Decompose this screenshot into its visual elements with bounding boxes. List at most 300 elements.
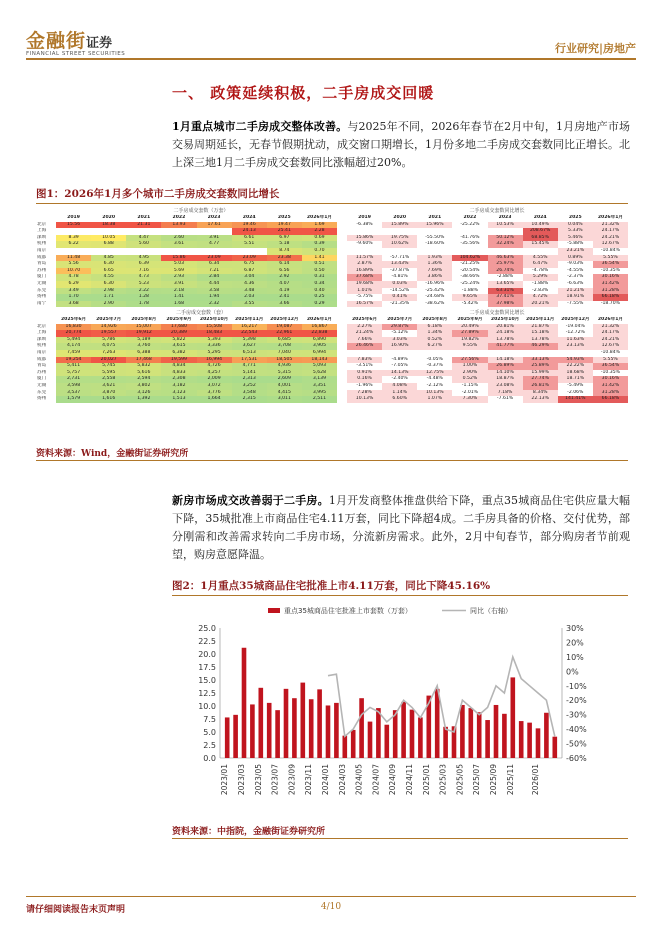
- figure1-source-line: [36, 460, 628, 461]
- yoy-cell: -3.51%: [347, 363, 382, 370]
- yoy-cell: 0.41%: [382, 294, 417, 301]
- table-row: [36, 268, 628, 275]
- value-cell: 5.23: [126, 281, 161, 288]
- value-cell: 8.74: [267, 248, 302, 255]
- value-cell: 6.75: [232, 261, 267, 268]
- value-cell: 7.21: [197, 268, 232, 275]
- value-cell: 6.88: [91, 241, 126, 248]
- value-cell: 20,027: [91, 357, 126, 364]
- yoy-cell: 9.55%: [452, 343, 487, 350]
- city-cell: 厦门: [37, 376, 47, 382]
- value-cell: [91, 248, 126, 255]
- value-cell: 3.68: [56, 301, 91, 308]
- yoy-cell: 10.13%: [417, 390, 452, 397]
- bar: [536, 728, 541, 758]
- table-row: [36, 248, 628, 255]
- value-cell: 5,832: [126, 363, 161, 370]
- bar: [401, 702, 406, 758]
- value-cell: 2.60: [161, 235, 196, 242]
- x-tick-label: 2024/11: [405, 764, 414, 796]
- yoy-cell: 41.77%: [488, 343, 523, 350]
- bar: [275, 710, 280, 758]
- y2-tick-label: -50%: [566, 739, 587, 749]
- yoy-cell: 14.10%: [488, 370, 523, 377]
- yoy-cell: 6.60%: [382, 396, 417, 403]
- band-left-top: 二手房成交套数（万套）: [173, 208, 229, 214]
- header-cell: 2025年9月: [457, 317, 483, 322]
- value-cell: 14,926: [91, 324, 126, 331]
- bar: [292, 698, 297, 758]
- yoy-cell: -16.96%: [417, 281, 452, 288]
- yoy-cell: 15.86%: [347, 235, 382, 242]
- header-cell: 2026年1月: [306, 215, 333, 220]
- yoy-cell: [417, 248, 452, 255]
- value-cell: 6,513: [232, 350, 267, 357]
- table-row: [36, 396, 628, 403]
- y-tick-label: 17.5: [198, 663, 216, 672]
- value-cell: 7,040: [267, 350, 302, 357]
- header-cell: 2025: [277, 215, 291, 220]
- yoy-cell: 0.03%: [382, 281, 417, 288]
- industry-label: 行业研究|房地产: [554, 42, 636, 55]
- yoy-cell: 0.91%: [347, 370, 382, 377]
- yoy-cell: 63.31%: [488, 288, 523, 295]
- yoy-cell: 20.21%: [523, 301, 558, 308]
- figure2-caption: 图2：1月重点35城商品住宅批准上市4.11万套，同比下降45.16%: [172, 580, 491, 592]
- value-cell: 3,072: [197, 383, 232, 390]
- yoy-cell: -2.12%: [417, 383, 452, 390]
- value-cell: 1.78: [126, 301, 161, 308]
- yoy-cell: 1.01%: [347, 288, 382, 295]
- yoy-cell: -25.24%: [452, 281, 487, 288]
- yoy-cell: 16.90%: [382, 343, 417, 350]
- value-cell: 5,595: [91, 370, 126, 377]
- value-cell: 4.55: [91, 274, 126, 281]
- value-cell: 0.50: [302, 268, 337, 275]
- yoy-cell: -21.35%: [382, 301, 417, 308]
- bar: [334, 703, 339, 758]
- yoy-cell: 22.13%: [523, 396, 558, 403]
- table-row: [36, 222, 628, 229]
- value-cell: 2.93: [161, 274, 196, 281]
- x-tick-label: 2025/11: [505, 764, 515, 796]
- value-cell: 2,313: [232, 376, 267, 383]
- value-cell: 18,483: [197, 330, 232, 337]
- footer-disclaimer: 请仔细阅读报告末页声明: [26, 905, 126, 915]
- x-tick-label: 2024/05: [354, 764, 364, 796]
- bar: [443, 727, 448, 758]
- yoy-cell: -2.01%: [452, 390, 487, 397]
- value-cell: 6,685: [267, 337, 302, 344]
- bar: [250, 704, 255, 758]
- yoy-cell: -5.49%: [558, 383, 593, 390]
- yoy-cell: 24.21%: [593, 337, 628, 344]
- city-cell: 扬州: [37, 396, 47, 402]
- value-cell: 1.69: [302, 222, 337, 229]
- value-cell: 22,543: [232, 330, 267, 337]
- x-tick-label: 2025/09: [489, 764, 498, 796]
- value-cell: 3.58: [197, 288, 232, 295]
- yoy-cell: 31.28%: [593, 288, 628, 295]
- value-cell: 3,598: [56, 383, 91, 390]
- yoy-cell: 5.46%: [558, 235, 593, 242]
- header-cell: 2026年1月: [597, 215, 624, 220]
- value-cell: 20,774: [56, 330, 91, 337]
- yoy-cell: -12.72%: [558, 330, 593, 337]
- value-cell: 6,890: [302, 337, 337, 344]
- value-cell: 0.29: [302, 301, 337, 308]
- x-tick-label: 2025/03: [438, 764, 448, 796]
- value-cell: 6.56: [267, 268, 302, 275]
- header-cell: 2025: [568, 215, 582, 220]
- yoy-cell: [488, 228, 523, 235]
- paragraph-body: 与2025年不同，2026年春节在2月中旬，1月房地产市场交易周期延长，无春节假期扰动，成交窗口期增长，1月份多地二手房成交套数同比正增长。北上深三地1月二手房成交套数同比涨幅超过20%。: [172, 120, 631, 169]
- yoy-cell: -4.89%: [382, 357, 417, 364]
- header-cell: 2025年10月: [199, 317, 229, 322]
- y2-tick-label: -20%: [566, 696, 587, 706]
- yoy-cell: 26.89%: [488, 363, 523, 370]
- x-tick-label: 2023/01: [220, 764, 230, 796]
- value-cell: 16,867: [302, 324, 337, 331]
- city-cell: 厦门: [37, 274, 47, 280]
- yoy-cell: 21.32%: [593, 222, 628, 229]
- value-cell: 1.68: [161, 301, 196, 308]
- yoy-cell: 30.16%: [593, 376, 628, 383]
- yoy-cell: 21.24%: [347, 330, 382, 337]
- value-cell: 3.04: [232, 274, 267, 281]
- header-cell: 2025年10月: [490, 317, 520, 322]
- table-row: [36, 261, 628, 268]
- yoy-cell: -2.88%: [488, 274, 523, 281]
- value-cell: 19,599: [161, 357, 196, 364]
- yoy-cell: 46.29%: [523, 343, 558, 350]
- header-cell: 2025年8月: [422, 317, 448, 322]
- table-row: [36, 350, 628, 357]
- header-cell: 2025年12月: [270, 317, 299, 322]
- yoy-cell: 15.89%: [382, 222, 417, 229]
- page-number: 4/10: [320, 902, 342, 912]
- y2-tick-label: 0%: [566, 667, 579, 677]
- yoy-cell: 46.63%: [488, 255, 523, 262]
- yoy-cell: [558, 350, 593, 357]
- value-cell: 2.84: [197, 274, 232, 281]
- city-cell: 青岛: [37, 261, 47, 267]
- yoy-cell: [452, 228, 487, 235]
- table-row: [36, 241, 628, 248]
- value-cell: 2.28: [302, 228, 337, 235]
- yoy-cell: -4.55%: [558, 268, 593, 275]
- y2-tick-label: 20%: [566, 638, 584, 648]
- yoy-cell: 141.41%: [558, 396, 593, 403]
- bar: [544, 713, 549, 758]
- value-cell: 20,389: [161, 330, 196, 337]
- yoy-cell: 24.21%: [593, 235, 628, 242]
- yoy-cell: 9.65%: [452, 294, 487, 301]
- value-cell: 22,838: [302, 330, 337, 337]
- yoy-cell: 22.22%: [558, 363, 593, 370]
- yoy-cell: 24.17%: [593, 330, 628, 337]
- value-cell: 3,126: [126, 390, 161, 397]
- city-cell: 南宁: [37, 300, 47, 306]
- value-cell: 3.49: [56, 288, 91, 295]
- value-cell: 1.94: [197, 294, 232, 301]
- yoy-cell: -21.25%: [452, 261, 487, 268]
- yoy-cell: 24.17%: [593, 228, 628, 235]
- value-cell: 19,254: [56, 357, 91, 364]
- value-cell: 0.31: [302, 274, 337, 281]
- value-cell: 3,802: [126, 383, 161, 390]
- value-cell: 7,263: [91, 350, 126, 357]
- value-cell: 1,664: [197, 396, 232, 403]
- value-cell: 1.70: [56, 294, 91, 301]
- table-row: [36, 274, 628, 281]
- yoy-cell: 13.78%: [523, 337, 558, 344]
- value-cell: 3,995: [302, 390, 337, 397]
- bar: [233, 715, 238, 758]
- value-cell: 5,616: [126, 370, 161, 377]
- value-cell: 23.09: [197, 255, 232, 262]
- header-cell: 2025年11月: [526, 317, 555, 322]
- yoy-cell: 6.47%: [523, 261, 558, 268]
- yoy-cell: 1.14%: [382, 390, 417, 397]
- value-cell: 0.70: [302, 248, 337, 255]
- yoy-cell: -1.15%: [452, 383, 487, 390]
- figure2-source: 资料来源：中指院，金融街证券研究所: [172, 827, 326, 837]
- yoy-cell: -14.52%: [382, 288, 417, 295]
- table-row: [36, 363, 628, 370]
- bar: [326, 705, 331, 758]
- bar: [460, 705, 465, 758]
- header-cell: 2025年6月: [60, 317, 87, 322]
- value-cell: [197, 228, 232, 235]
- value-cell: 6.29: [56, 281, 91, 288]
- value-cell: 2,731: [56, 376, 91, 383]
- value-cell: 4.07: [267, 281, 302, 288]
- yoy-cell: 26.74%: [488, 268, 523, 275]
- yoy-cell: -25.42%: [417, 288, 452, 295]
- table-row: [36, 294, 628, 301]
- value-cell: [56, 248, 91, 255]
- city-cell: 深圳: [37, 234, 47, 240]
- y-tick-label: 7.5: [203, 715, 216, 724]
- yoy-cell: -57.71%: [382, 255, 417, 262]
- yoy-cell: [347, 350, 382, 357]
- yoy-cell: [382, 248, 417, 255]
- header-cell: 2025年7月: [96, 317, 122, 322]
- yoy-cell: -18.70%: [593, 301, 628, 308]
- header-divider: [26, 58, 636, 60]
- table-row: [36, 288, 628, 295]
- city-cell: 杭州: [37, 241, 47, 247]
- city-cell: 成都: [37, 356, 47, 362]
- figure2-caption-line: [172, 595, 628, 596]
- yoy-cell: -18.60%: [417, 241, 452, 248]
- value-cell: [91, 228, 126, 235]
- value-cell: 1.71: [91, 294, 126, 301]
- table-annual: [36, 215, 628, 307]
- header-cell: 2021: [137, 215, 151, 220]
- value-cell: 18,143: [302, 357, 337, 364]
- value-cell: 5,628: [302, 370, 337, 377]
- bar: [519, 721, 524, 758]
- value-cell: 3,870: [91, 390, 126, 397]
- table-bottom: [36, 309, 628, 403]
- value-cell: 18,505: [267, 357, 302, 364]
- value-cell: [126, 248, 161, 255]
- value-cell: 5,822: [161, 337, 196, 344]
- yoy-cell: 15.18%: [523, 330, 558, 337]
- yoy-cell: 3.03%: [382, 337, 417, 344]
- bar: [384, 725, 389, 758]
- yoy-cell: -24.68%: [417, 294, 452, 301]
- yoy-cell: 37.68%: [347, 274, 382, 281]
- value-cell: 17,531: [232, 357, 267, 364]
- value-cell: 23.09: [232, 255, 267, 262]
- bar: [477, 712, 482, 758]
- yoy-cell: 36.54%: [593, 363, 628, 370]
- yoy-cell: [382, 350, 417, 357]
- value-cell: 3.66: [267, 301, 302, 308]
- table-row: [36, 337, 628, 344]
- yoy-cell: 3.86%: [417, 274, 452, 281]
- yoy-cell: -6.63%: [558, 281, 593, 288]
- value-cell: 1,579: [56, 396, 91, 403]
- yoy-cell: -1.88%: [452, 288, 487, 295]
- yoy-cell: -9.03%: [558, 261, 593, 268]
- yoy-cell: 0.04%: [558, 222, 593, 229]
- bar: [368, 722, 373, 758]
- value-cell: 2.92: [267, 274, 302, 281]
- bar: [376, 708, 381, 758]
- yoy-cell: 33.13%: [523, 357, 558, 364]
- value-cell: 5,411: [56, 363, 91, 370]
- header-cell: 2022: [463, 215, 477, 220]
- city-cell: 东莞: [37, 287, 47, 293]
- yoy-cell: -38.62%: [417, 301, 452, 308]
- value-cell: 1.41: [161, 294, 196, 301]
- value-cell: 3.91: [197, 235, 232, 242]
- bar: [527, 723, 532, 758]
- yoy-cell: -4.48%: [417, 376, 452, 383]
- value-cell: 4,833: [161, 370, 196, 377]
- value-cell: [56, 228, 91, 235]
- value-cell: 5,189: [126, 337, 161, 344]
- bar: [410, 710, 415, 758]
- value-cell: 16,217: [232, 324, 267, 331]
- value-cell: 13.93: [161, 222, 196, 229]
- yoy-cell: 0.52%: [452, 376, 487, 383]
- value-cell: [161, 248, 196, 255]
- yoy-cell: 10.13%: [347, 396, 382, 403]
- yoy-cell: -2.37%: [558, 274, 593, 281]
- x-tick-label: 2024/01: [321, 764, 330, 796]
- bar: [552, 737, 557, 758]
- header-cell: 2020: [102, 215, 116, 220]
- value-cell: 15.56: [56, 222, 91, 229]
- value-cell: 4.44: [197, 281, 232, 288]
- yoy-cell: -2.06%: [558, 390, 593, 397]
- header-cell: [36, 215, 56, 222]
- yoy-cell: [382, 228, 417, 235]
- y-tick-label: 5.0: [203, 728, 216, 737]
- yoy-cell: 37.98%: [488, 301, 523, 308]
- value-cell: 6.61: [232, 235, 267, 242]
- table-row: [36, 330, 628, 337]
- value-cell: 15.86: [161, 255, 196, 262]
- value-cell: 2.03: [232, 294, 267, 301]
- value-cell: 19,087: [267, 324, 302, 331]
- yoy-cell: 11.57%: [347, 255, 382, 262]
- bar: [435, 689, 440, 758]
- x-tick-label: 2023/03: [237, 764, 246, 796]
- yoy-cell: 5.55%: [593, 357, 628, 364]
- yoy-cell: 12.67%: [593, 241, 628, 248]
- value-cell: 21.31: [126, 222, 161, 229]
- yoy-cell: 2.87%: [347, 261, 382, 268]
- yoy-cell: 1.36%: [417, 261, 452, 268]
- value-cell: 4,726: [197, 363, 232, 370]
- x-tick-label: 2023/05: [253, 764, 263, 796]
- value-cell: 2.41: [267, 294, 302, 301]
- yoy-cell: 66.18%: [593, 294, 628, 301]
- bar: [242, 648, 247, 758]
- yoy-cell: -37.87%: [382, 268, 417, 275]
- yoy-cell: 27.56%: [452, 357, 487, 364]
- figure1-source: 资料来源：Wind，金融街证券研究所: [36, 449, 189, 459]
- header-cell: 2023: [498, 215, 512, 220]
- yoy-cell: 7.28%: [347, 390, 382, 397]
- value-cell: 0.69: [302, 235, 337, 242]
- yoy-cell: -10.84%: [593, 350, 628, 357]
- yoy-cell: 14.13%: [382, 370, 417, 377]
- table-row: [36, 370, 628, 377]
- value-cell: 10.70: [56, 268, 91, 275]
- header-cell: 2023: [207, 215, 221, 220]
- table-monthly: [36, 317, 628, 403]
- value-cell: 6.30: [91, 261, 126, 268]
- bar: [267, 703, 272, 758]
- city-cell: 上海: [37, 228, 47, 234]
- value-cell: 2,558: [91, 376, 126, 383]
- yoy-cell: 30.16%: [593, 274, 628, 281]
- yoy-cell: 21.32%: [593, 324, 628, 331]
- table-row: [36, 390, 628, 397]
- bar: [317, 689, 322, 758]
- value-cell: [232, 248, 267, 255]
- table-header-row: [36, 215, 628, 222]
- value-cell: 17,680: [161, 324, 196, 331]
- yoy-cell: 50.12%: [488, 235, 523, 242]
- value-cell: 3,708: [267, 343, 302, 350]
- value-cell: 10.05: [91, 235, 126, 242]
- value-cell: 5,745: [91, 363, 126, 370]
- y2-tick-label: -40%: [566, 725, 587, 735]
- city-cell: 苏州: [37, 267, 47, 273]
- table-row: [36, 383, 628, 390]
- value-cell: 4,834: [161, 363, 196, 370]
- yoy-cell: 37.41%: [488, 294, 523, 301]
- city-cell: 青岛: [37, 363, 47, 369]
- yoy-cell: 6.18%: [417, 324, 452, 331]
- yoy-cell: 7.18%: [488, 390, 523, 397]
- paragraph-secondhand: [172, 118, 630, 172]
- yoy-cell: 12.67%: [593, 343, 628, 350]
- yoy-cell: 10.53%: [488, 222, 523, 229]
- bar: [502, 714, 507, 758]
- value-cell: 15,508: [197, 324, 232, 331]
- table-row: [36, 228, 628, 235]
- yoy-cell: 7.66%: [347, 337, 382, 344]
